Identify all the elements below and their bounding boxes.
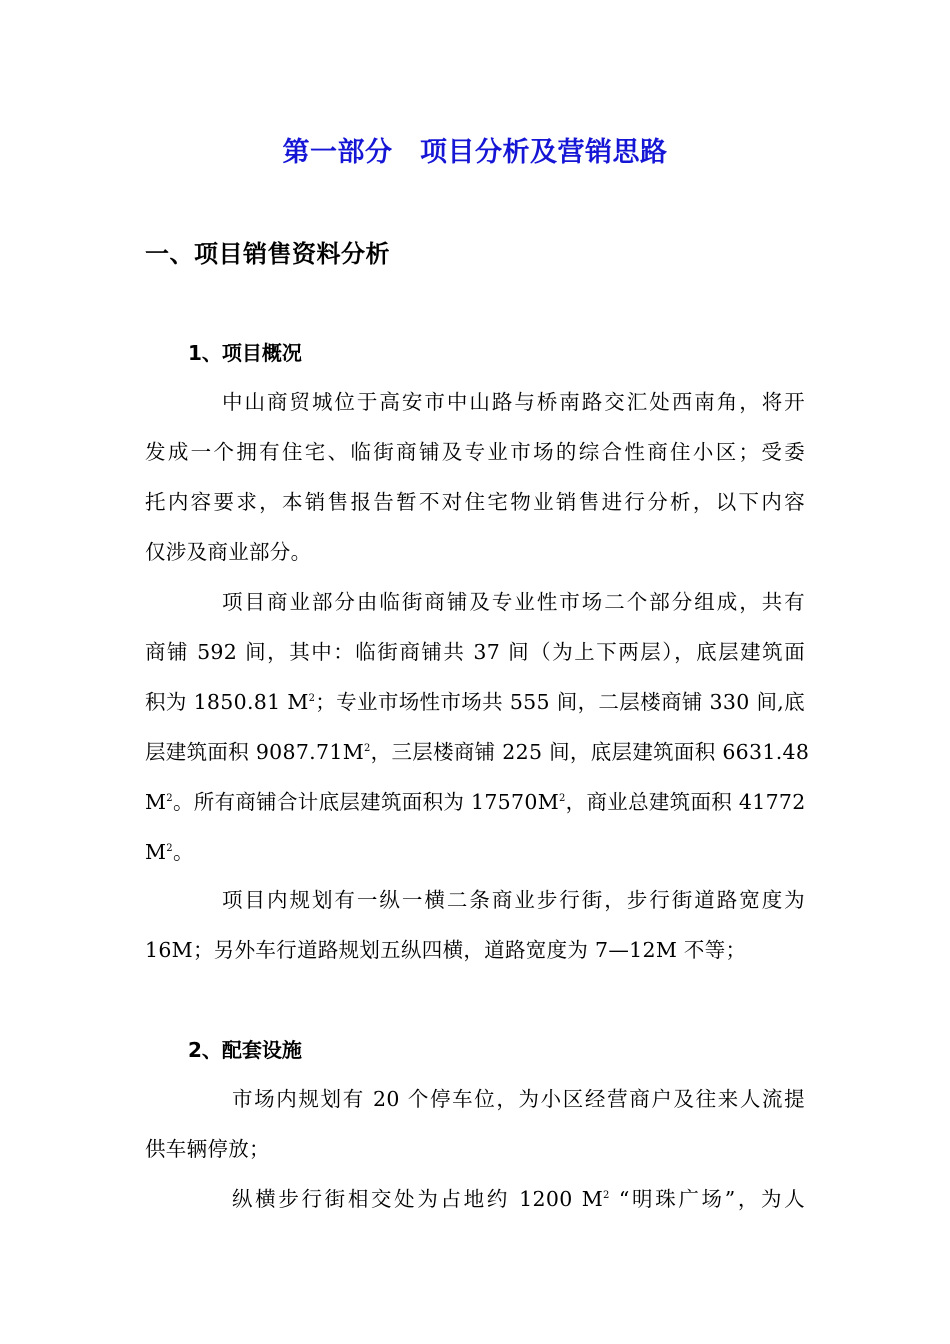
paragraph-line: 层建筑面积 $9087.71M^2$，三层楼商铺 225 间，底层建筑面积 6631.48	[145, 740, 810, 764]
superscript-two: 2	[166, 793, 173, 805]
paragraph-line: $M^2$。	[145, 840, 194, 864]
superscript-two: 2	[166, 843, 173, 855]
superscript-two: 2	[559, 793, 566, 805]
superscript-two: 2	[363, 743, 371, 755]
paragraph-line: 积为 1850.81 $M^2$；专业市场性市场共 555 间，二层楼商铺 330 间,底	[145, 690, 805, 714]
subsection-title-overview: 1、项目概况	[188, 341, 302, 365]
paragraph-line: 项目商业部分由临街商铺及专业性市场二个部分组成，共有	[222, 590, 805, 614]
part-title: 第一部分 项目分析及营销思路	[282, 137, 668, 168]
paragraph-line: 纵横步行街相交处为占地约 1200 $M^2$ “明珠广场”，为人	[232, 1187, 805, 1211]
subsection-title-facilities: 2、配套设施	[188, 1038, 302, 1062]
paragraph-line: 仅涉及商业部分。	[145, 540, 312, 564]
paragraph-line: 16M；另外车行道路规划五纵四横，道路宽度为 7—12M 不等；	[145, 938, 747, 962]
paragraph-line: 托内容要求，本销售报告暂不对住宅物业销售进行分析，以下内容	[145, 490, 805, 514]
paragraph-line: 市场内规划有 20 个停车位，为小区经营商户及往来人流提	[232, 1087, 805, 1111]
paragraph-line: 商铺 592 间，其中：临街商铺共 37 间（为上下两层），底层建筑面	[145, 640, 805, 664]
superscript-two: 2	[308, 693, 316, 705]
paragraph-line: $M^2$。所有商铺合计底层建筑面积为 $17570M^2$，商业总建筑面积 41772	[145, 790, 806, 814]
paragraph-line: 发成一个拥有住宅、临街商铺及专业市场的综合性商住小区；受委	[145, 440, 805, 464]
section-title: 一、项目销售资料分析	[145, 240, 390, 268]
paragraph-line: 供车辆停放；	[145, 1137, 270, 1161]
paragraph-line: 中山商贸城位于高安市中山路与桥南路交汇处西南角，将开	[222, 390, 805, 414]
superscript-two: 2	[603, 1190, 610, 1202]
paragraph-line: 项目内规划有一纵一横二条商业步行街，步行街道路宽度为	[222, 888, 805, 912]
